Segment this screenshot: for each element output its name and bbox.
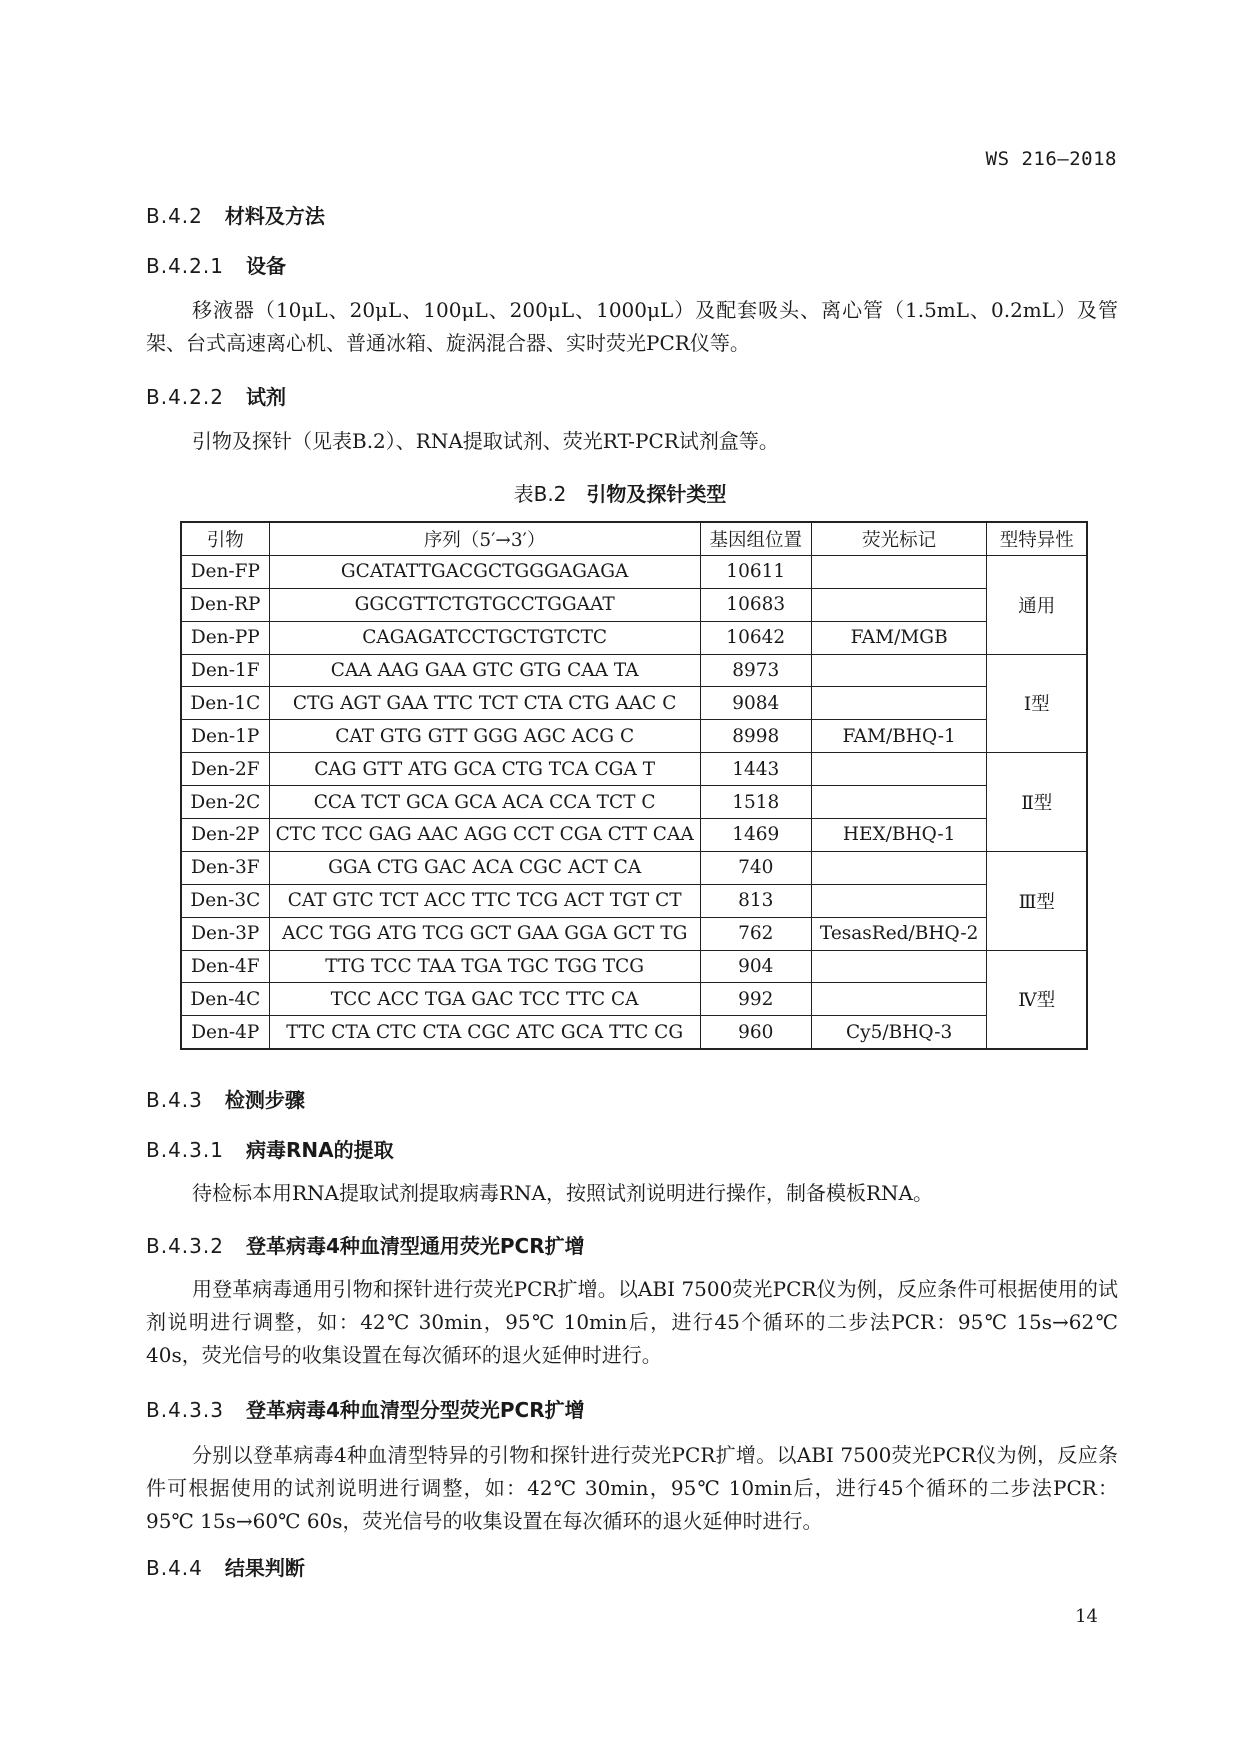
cell-specificity: Ⅳ型 xyxy=(987,950,1087,1049)
cell-sequence: TTC CTA CTC CTA CGC ATC GCA TTC CG xyxy=(269,1016,700,1049)
cell-specificity: Ⅱ型 xyxy=(987,753,1087,852)
table-row xyxy=(181,687,1087,720)
heading-number: B.4.3.1 xyxy=(146,1138,224,1162)
cell-sequence: TCC ACC TGA GAC TCC TTC CA xyxy=(269,983,700,1016)
primer-probe-table xyxy=(180,521,1088,1050)
cell-sequence: GGA CTG GAC ACA CGC ACT CA xyxy=(269,851,700,884)
cell-sequence: CAG GTT ATG GCA CTG TCA CGA T xyxy=(269,753,700,786)
paragraph-universal-pcr: 用登革病毒通用引物和探针进行荧光PCR扩增。以ABI 7500荧光PCR仪为例，反应条件可根据使用的试剂说明进行调整，如：42℃ 30min，95℃ 10min后，进行45个循环的二步法PCR：95℃ 15s→62℃ 40s，荧光信号的收集设置在每次循环的退火延伸时进行。 xyxy=(146,1277,1118,1367)
cell-primer: Den-2C xyxy=(181,786,269,819)
cell-primer: Den-1F xyxy=(181,654,269,687)
heading-title: 检测步骤 xyxy=(224,1088,305,1112)
heading-number: B.4.3.3 xyxy=(146,1398,224,1422)
col-header-primer: 引物 xyxy=(181,522,269,555)
cell-label xyxy=(811,753,987,786)
cell-label xyxy=(811,983,987,1016)
heading-title: 病毒RNA的提取 xyxy=(245,1138,394,1162)
cell-sequence: CAGAGATCCTGCTGTCTC xyxy=(269,621,700,654)
cell-label xyxy=(811,555,987,588)
heading-title: 登革病毒4种血清型通用荧光PCR扩增 xyxy=(245,1234,585,1258)
cell-position: 8973 xyxy=(700,654,811,687)
heading-title: 设备 xyxy=(245,254,286,278)
cell-position: 10611 xyxy=(700,555,811,588)
cell-position: 9084 xyxy=(700,687,811,720)
cell-sequence: CAA AAG GAA GTC GTG CAA TA xyxy=(269,654,700,687)
heading-b442 xyxy=(146,200,325,229)
cell-sequence: CTG AGT GAA TTC TCT CTA CTG AAC C xyxy=(269,687,700,720)
table-row xyxy=(181,917,1087,950)
heading-number: B.4.3.2 xyxy=(146,1234,224,1258)
cell-primer: Den-RP xyxy=(181,588,269,621)
heading-b4422 xyxy=(146,381,286,410)
cell-label xyxy=(811,687,987,720)
cell-position: 740 xyxy=(700,851,811,884)
heading-b443 xyxy=(146,1084,305,1113)
heading-title: 试剂 xyxy=(245,385,286,409)
cell-label: Cy5/BHQ-3 xyxy=(811,1016,987,1049)
cell-position: 1443 xyxy=(700,753,811,786)
table-row xyxy=(181,654,1087,687)
paragraph-equipment: 移液器（10μL、20μL、100μL、200μL、1000μL）及配套吸头、离心管（1.5mL、0.2mL）及管架、台式高速离心机、普通冰箱、旋涡混合器、实时荧光PCR仪等。 xyxy=(146,298,1118,355)
paragraph-reagents: 引物及探针（见表B.2）、RNA提取试剂、荧光RT-PCR试剂盒等。 xyxy=(192,429,779,453)
cell-primer: Den-4C xyxy=(181,983,269,1016)
page-number: 14 xyxy=(1075,1606,1098,1627)
cell-specificity: Ⅰ型 xyxy=(987,654,1087,753)
table-row xyxy=(181,884,1087,917)
cell-label xyxy=(811,851,987,884)
cell-primer: Den-PP xyxy=(181,621,269,654)
cell-sequence: ACC TGG ATG TCG GCT GAA GGA GCT TG xyxy=(269,917,700,950)
table-row xyxy=(181,819,1087,852)
cell-specificity: 通用 xyxy=(987,555,1087,654)
heading-number: B.4.4 xyxy=(146,1556,203,1580)
cell-position: 992 xyxy=(700,983,811,1016)
cell-position: 8998 xyxy=(700,720,811,753)
cell-position: 762 xyxy=(700,917,811,950)
cell-primer: Den-1P xyxy=(181,720,269,753)
standard-code: WS 216—2018 xyxy=(985,148,1117,170)
cell-label xyxy=(811,654,987,687)
table-row xyxy=(181,720,1087,753)
paragraph-extraction: 待检标本用RNA提取试剂提取病毒RNA，按照试剂说明进行操作，制备模板RNA。 xyxy=(192,1181,934,1205)
cell-label xyxy=(811,588,987,621)
table-number: 表B.2 xyxy=(513,482,567,506)
heading-b4431 xyxy=(146,1134,394,1163)
heading-b4433 xyxy=(146,1394,585,1423)
cell-label: FAM/BHQ-1 xyxy=(811,720,987,753)
cell-position: 960 xyxy=(700,1016,811,1049)
cell-sequence: CAT GTC TCT ACC TTC TCG ACT TGT CT xyxy=(269,884,700,917)
cell-position: 1518 xyxy=(700,786,811,819)
table-row xyxy=(181,786,1087,819)
cell-primer: Den-4P xyxy=(181,1016,269,1049)
heading-title: 材料及方法 xyxy=(224,204,325,228)
heading-number: B.4.3 xyxy=(146,1088,203,1112)
table-title: 引物及探针类型 xyxy=(586,482,727,506)
cell-label: FAM/MGB xyxy=(811,621,987,654)
cell-specificity: Ⅲ型 xyxy=(987,851,1087,950)
cell-primer: Den-4F xyxy=(181,950,269,983)
cell-label xyxy=(811,786,987,819)
table-header-row xyxy=(181,522,1087,555)
table-row xyxy=(181,588,1087,621)
cell-sequence: CCA TCT GCA GCA ACA CCA TCT C xyxy=(269,786,700,819)
col-header-label: 荧光标记 xyxy=(811,522,987,555)
cell-position: 10683 xyxy=(700,588,811,621)
table-row xyxy=(181,753,1087,786)
col-header-position: 基因组位置 xyxy=(700,522,811,555)
cell-primer: Den-1C xyxy=(181,687,269,720)
cell-primer: Den-2F xyxy=(181,753,269,786)
table-row xyxy=(181,1016,1087,1049)
cell-primer: Den-3C xyxy=(181,884,269,917)
table-row xyxy=(181,621,1087,654)
cell-primer: Den-3P xyxy=(181,917,269,950)
cell-position: 1469 xyxy=(700,819,811,852)
cell-position: 10642 xyxy=(700,621,811,654)
paragraph-typing-pcr: 分别以登革病毒4种血清型特异的引物和探针进行荧光PCR扩增。以ABI 7500荧光PCR仪为例，反应条件可根据使用的试剂说明进行调整，如：42℃ 30min，95℃ 10min后，进行45个循环的二步法PCR：95℃ 15s→60℃ 60s，荧光信号的收集设置在每次循环的退火延伸时进行。 xyxy=(146,1443,1118,1533)
heading-title: 结果判断 xyxy=(224,1556,305,1580)
cell-sequence: GGCGTTCTGTGCCTGGAAT xyxy=(269,588,700,621)
col-header-specificity: 型特异性 xyxy=(987,522,1087,555)
cell-sequence: GCATATTGACGCTGGGAGAGA xyxy=(269,555,700,588)
cell-label xyxy=(811,884,987,917)
cell-primer: Den-FP xyxy=(181,555,269,588)
heading-title: 登革病毒4种血清型分型荧光PCR扩增 xyxy=(245,1398,585,1422)
cell-label: HEX/BHQ-1 xyxy=(811,819,987,852)
heading-number: B.4.2 xyxy=(146,204,203,228)
heading-b4432 xyxy=(146,1230,585,1259)
table-row xyxy=(181,983,1087,1016)
col-header-sequence: 序列（5′→3′） xyxy=(269,522,700,555)
cell-primer: Den-2P xyxy=(181,819,269,852)
cell-primer: Den-3F xyxy=(181,851,269,884)
heading-number: B.4.2.1 xyxy=(146,254,224,278)
cell-position: 904 xyxy=(700,950,811,983)
cell-sequence: TTG TCC TAA TGA TGC TGG TCG xyxy=(269,950,700,983)
cell-sequence: CTC TCC GAG AAC AGG CCT CGA CTT CAA xyxy=(269,819,700,852)
table-row xyxy=(181,851,1087,884)
cell-label xyxy=(811,950,987,983)
heading-b444 xyxy=(146,1552,305,1581)
heading-number: B.4.2.2 xyxy=(146,385,224,409)
table-row xyxy=(181,555,1087,588)
cell-sequence: CAT GTG GTT GGG AGC ACG C xyxy=(269,720,700,753)
cell-label: TesasRed/BHQ-2 xyxy=(811,917,987,950)
heading-b4421 xyxy=(146,250,286,279)
cell-position: 813 xyxy=(700,884,811,917)
table-caption xyxy=(0,478,1240,507)
table-row xyxy=(181,950,1087,983)
